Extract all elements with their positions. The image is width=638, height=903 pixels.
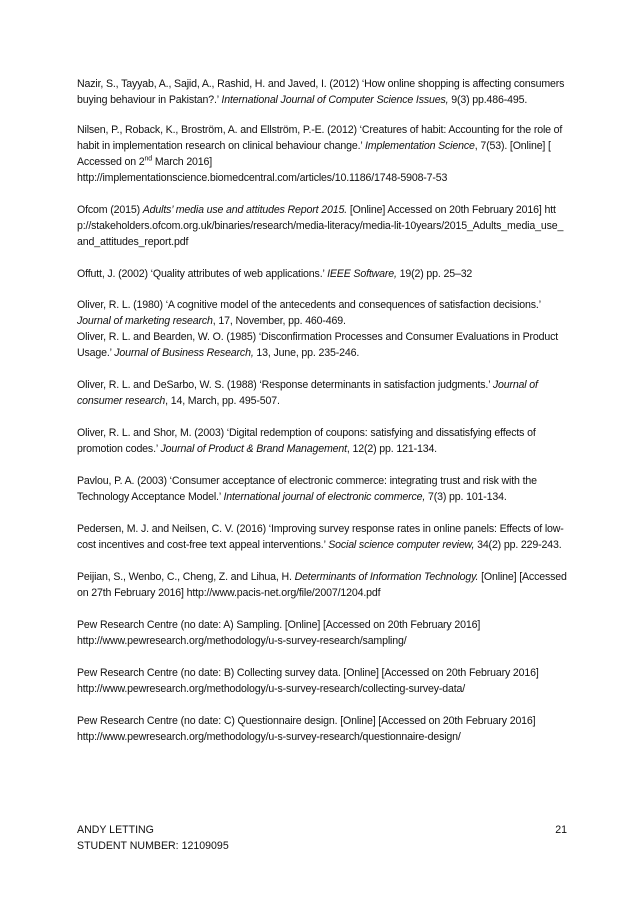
- student-number: STUDENT NUMBER: 12109095: [77, 840, 229, 852]
- reference-pavlou: Pavlou, P. A. (2003) ‘Consumer acceptance of electronic commerce: integrating trust and risk with the Technology Acceptance Model.’ International journal of electronic commerce, 7(3) pp. 101-134.: [77, 475, 537, 503]
- reference-offutt: Offutt, J. (2002) ‘Quality attributes of web applications.’ IEEE Software, 19(2) pp. 25–32: [77, 268, 473, 280]
- reference-oliver-desarbo: Oliver, R. L. and DeSarbo, W. S. (1988) ‘Response determinants in satisfaction judgments.’ Journal of consumer research, 14, March, pp. 495-507.: [77, 379, 538, 407]
- footer-author: ANDY LETTING: [77, 824, 154, 836]
- reference-ofcom: Ofcom (2015) Adults’ media use and attitudes Report 2015. [Online] Accessed on 20th February 2016] http://stakeholders.ofcom.org.uk/binaries/research/media-literacy/media-lit-10years/2015_Adults_media_use_and_attitudes_report.pdf: [77, 204, 564, 248]
- reference-pew-c: Pew Research Centre (no date: C) Questionnaire design. [Online] [Accessed on 20th February 2016] http://www.pewresearch.org/methodology/u-s-survey-research/questionnaire-design/: [77, 715, 536, 743]
- reference-peijian: Peijian, S., Wenbo, C., Cheng, Z. and Lihua, H. Determinants of Information Technology. [Online] [Accessed on 27th February 2016] http://www.pacis-net.org/file/2007/1204.pdf: [77, 571, 567, 599]
- reference-pew-b: Pew Research Centre (no date: B) Collecting survey data. [Online] [Accessed on 20th February 2016] http://www.pewresearch.org/methodology/u-s-survey-research/collecting-survey-data/: [77, 667, 539, 695]
- reference-oliver-shor: Oliver, R. L. and Shor, M. (2003) ‘Digital redemption of coupons: satisfying and dissatisfying effects of promotion codes.’ Journal of Product & Brand Management, 12(2) pp. 121-134.: [77, 427, 536, 455]
- reference-oliver-bearden: Oliver, R. L. and Bearden, W. O. (1985) ‘Disconfirmation Processes and Consumer Evaluations in Product Usage.’ Journal of Business Research, 13, June, pp. 235-246.: [77, 331, 559, 359]
- reference-nilsen: Nilsen, P., Roback, K., Broström, A. and Ellström, P.-E. (2012) ‘Creatures of habit: Accounting for the role of habit in implementation research on clinical behaviour change.’ Implementation Science, 7(53). [Online] [ Accessed on 2nd March 2016] http://implementationscience.biomedcentral.com/articles/10.1186/1748-5908-7-53: [77, 124, 563, 184]
- reference-pew-a: Pew Research Centre (no date: A) Sampling. [Online] [Accessed on 20th February 2016] http://www.pewresearch.org/methodology/u-s-survey-research/sampling/: [77, 619, 481, 647]
- reference-list: [77, 76, 567, 745]
- reference-nazir: Nazir, S., Tayyab, A., Sajid, A., Rashid, H. and Javed, I. (2012) ‘How online shopping is affecting consumers buying behaviour in Pakistan?.’ International Journal of Computer Science Issues, 9(3) pp.486-495.: [77, 78, 565, 106]
- reference-pedersen: Pedersen, M. J. and Neilsen, C. V. (2016) ‘Improving survey response rates in online panels: Effects of low-cost incentives and cost-free text appeal interventions.’ Social science computer review, 34(2) pp. 229-243.: [77, 523, 564, 551]
- reference-oliver-1980: Oliver, R. L. (1980) ‘A cognitive model of the antecedents and consequences of satisfaction decisions.’ Journal of marketing research, 17, November, pp. 460-469.: [77, 299, 541, 327]
- page-number: 21: [555, 824, 567, 836]
- page-footer: [77, 822, 567, 854]
